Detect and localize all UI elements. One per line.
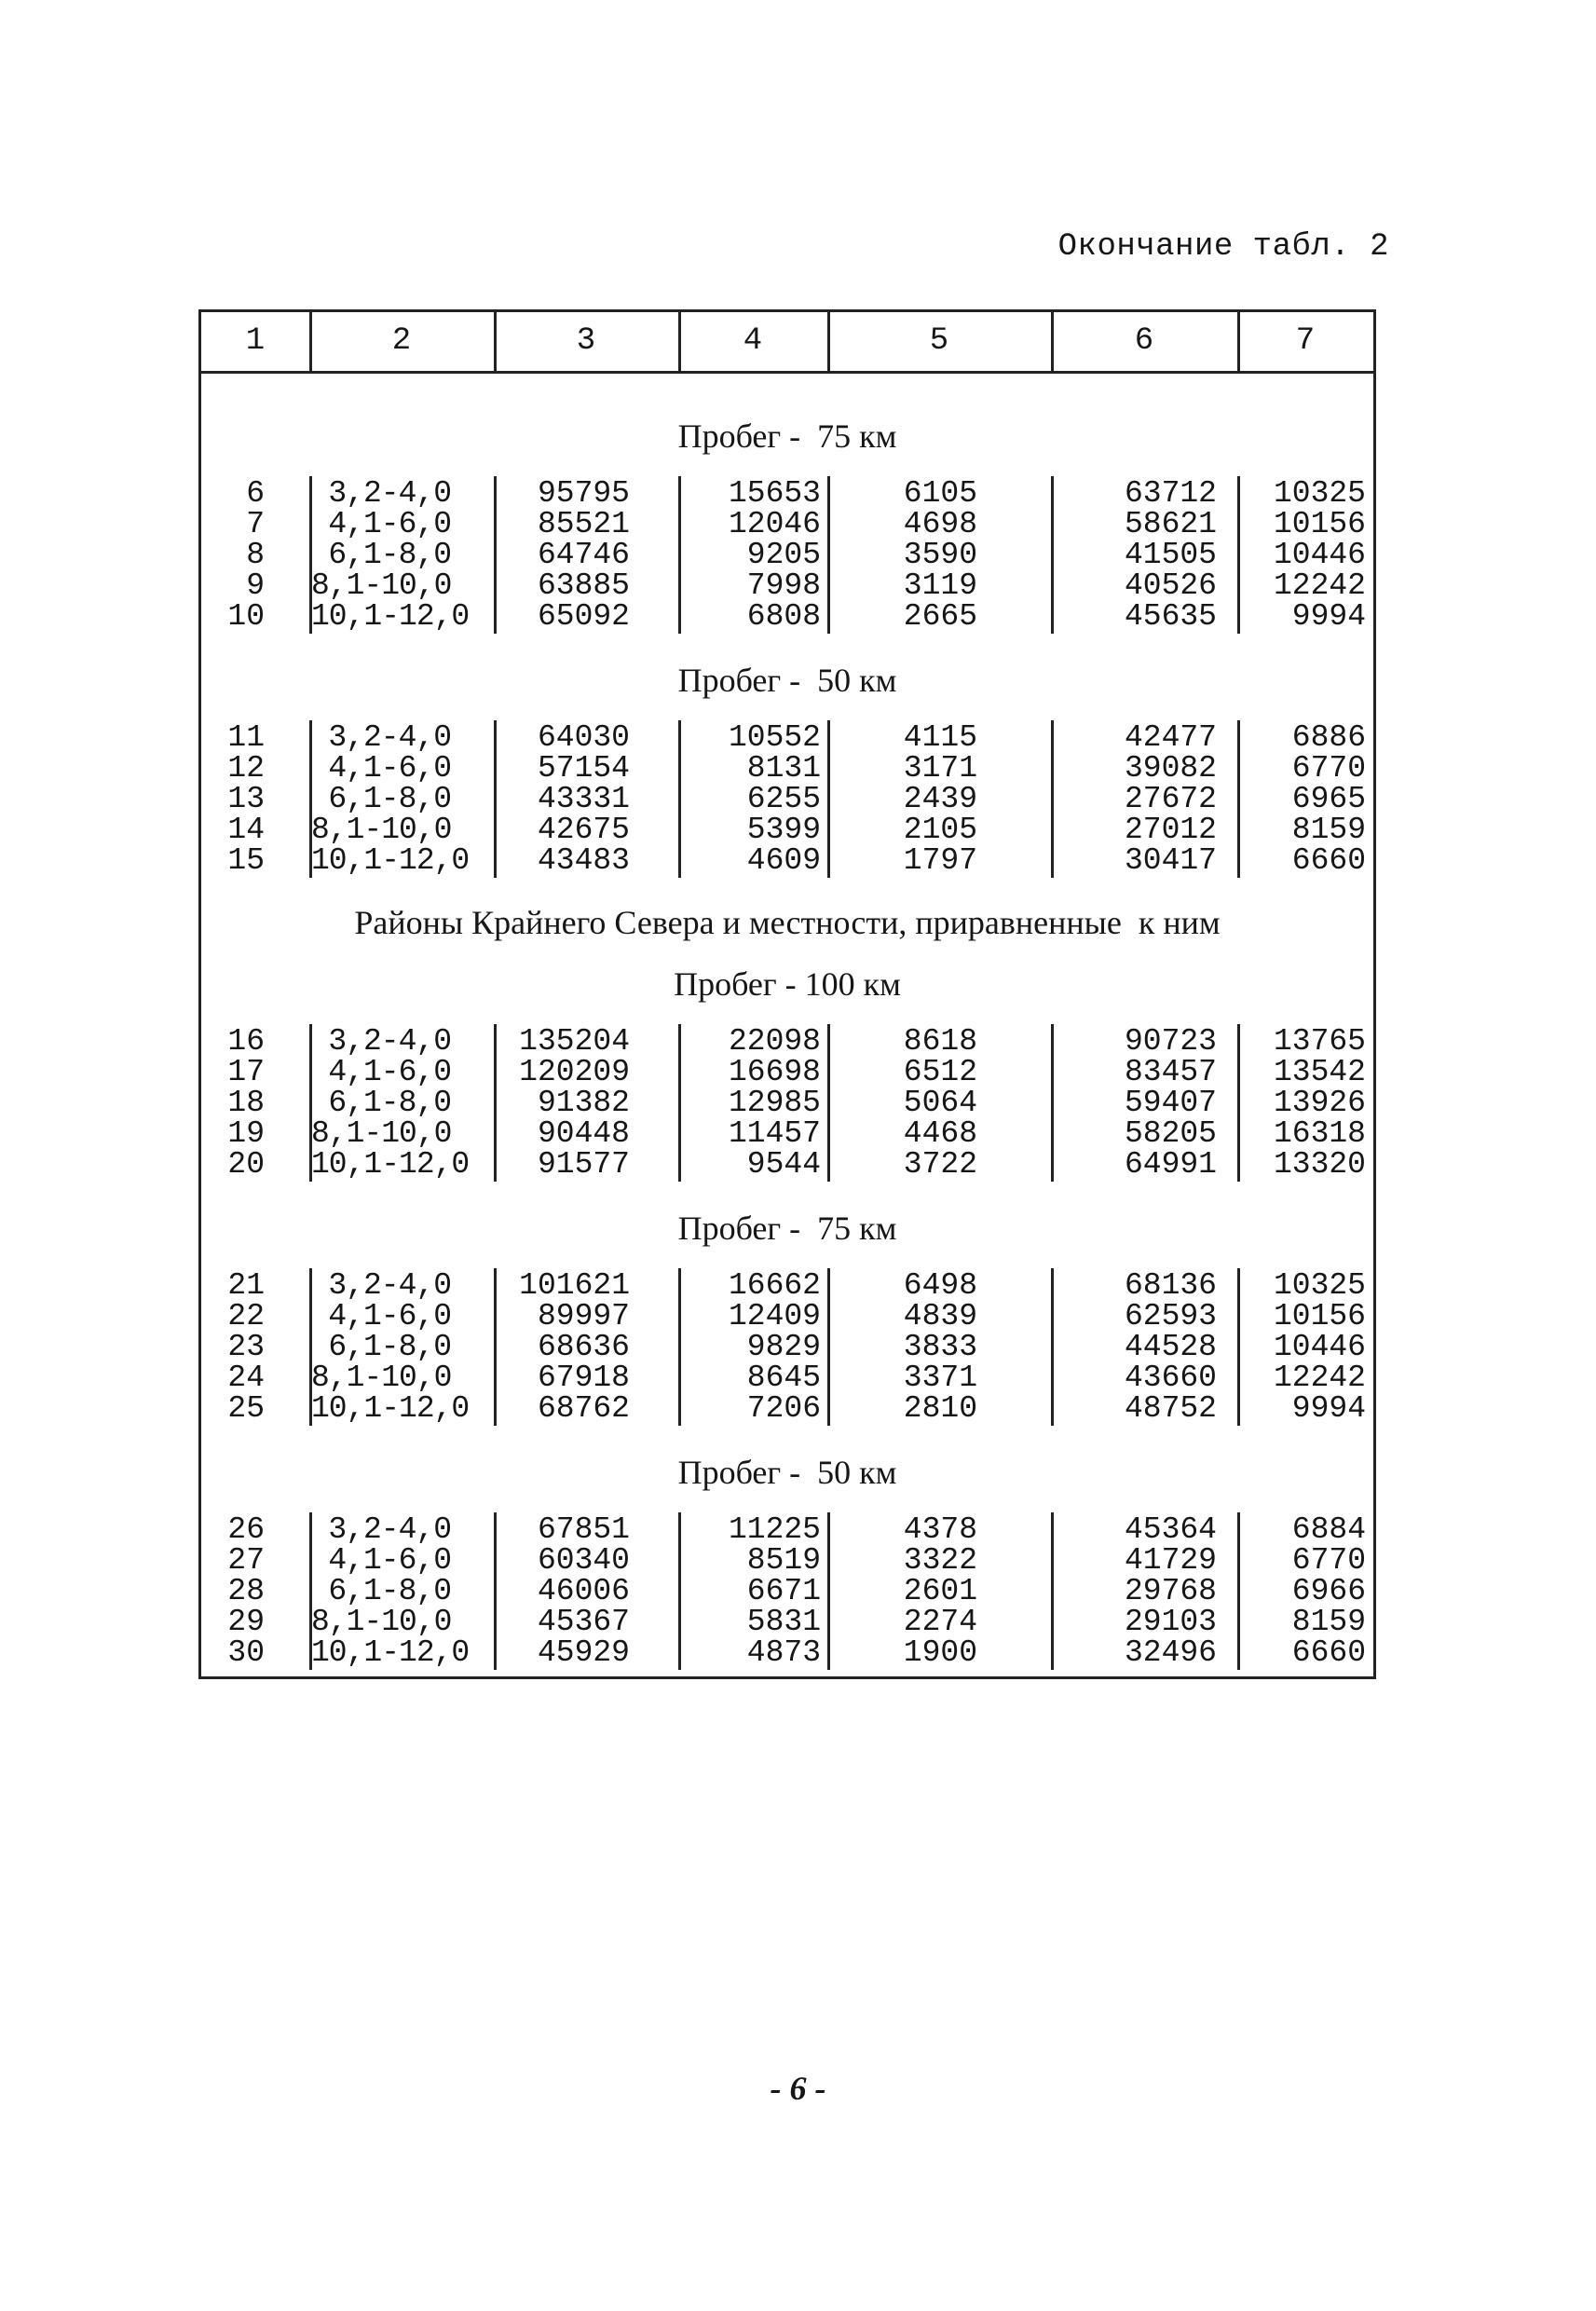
table-cell: 68762 xyxy=(537,1391,630,1426)
table-cell: 6886 xyxy=(1291,720,1366,755)
table-row xyxy=(201,845,1373,876)
table-cell: 58205 xyxy=(1124,1116,1217,1151)
table-cell: 6965 xyxy=(1291,782,1366,816)
table-cell: 15653 xyxy=(728,476,821,511)
header-col-7: 7 xyxy=(1295,323,1316,359)
table-cell: 63712 xyxy=(1124,476,1217,511)
table-cell: 4,1-6,0 xyxy=(328,1543,451,1578)
table-cell: 6255 xyxy=(746,782,821,816)
table-cell: 64746 xyxy=(537,538,630,572)
table-cell: 40526 xyxy=(1124,568,1217,603)
table-row xyxy=(201,1545,1373,1576)
table-cell: 48752 xyxy=(1124,1391,1217,1426)
table-cell: 41505 xyxy=(1124,538,1217,572)
table-row xyxy=(201,784,1373,814)
table-cell: 8,1-10,0 xyxy=(311,568,452,603)
table-cell: 46006 xyxy=(537,1574,630,1608)
table-cell: 63885 xyxy=(537,568,630,603)
table-cell: 8159 xyxy=(1291,813,1366,847)
table-cell: 28 xyxy=(227,1574,265,1608)
table-cell: 1797 xyxy=(903,843,977,878)
table-cell: 6105 xyxy=(903,476,977,511)
table-cell: 85521 xyxy=(537,507,630,541)
table-cell: 4,1-6,0 xyxy=(328,751,451,786)
table-cell: 6 xyxy=(246,476,265,511)
table-cell: 9829 xyxy=(746,1330,821,1364)
table-cell: 9544 xyxy=(746,1147,821,1182)
table-cell: 23 xyxy=(227,1330,265,1364)
table-cell: 8645 xyxy=(746,1361,821,1395)
table-cell: 4,1-6,0 xyxy=(328,507,451,541)
table-cell: 3,2-4,0 xyxy=(328,1024,451,1059)
table-cell: 6,1-8,0 xyxy=(328,1330,451,1364)
table-cell: 25 xyxy=(227,1391,265,1426)
table-cell: 42477 xyxy=(1124,720,1217,755)
table-cell: 6,1-8,0 xyxy=(328,782,451,816)
header-col-4: 4 xyxy=(743,323,763,359)
table-cell: 12242 xyxy=(1273,568,1366,603)
table-row xyxy=(201,1057,1373,1087)
table-row xyxy=(201,1332,1373,1362)
table-cell: 13765 xyxy=(1273,1024,1366,1059)
table-cell: 30 xyxy=(227,1635,265,1670)
table-cell: 9994 xyxy=(1291,599,1366,634)
region-heading: Районы Крайнего Севера и местности, приравненные к ним xyxy=(354,904,1221,941)
table-cell: 3,2-4,0 xyxy=(328,1268,451,1303)
header-col-1: 1 xyxy=(245,323,266,359)
section-title: Пробег - 50 км xyxy=(677,662,897,699)
table-cell: 10 xyxy=(227,599,265,634)
table-cell: 6808 xyxy=(746,599,821,634)
table-cell: 90723 xyxy=(1124,1024,1217,1059)
table-cell: 3171 xyxy=(903,751,977,786)
table-cell: 15 xyxy=(227,843,265,878)
table-cell: 12242 xyxy=(1273,1361,1366,1395)
table-row xyxy=(201,753,1373,784)
table-cell: 4,1-6,0 xyxy=(328,1055,451,1089)
table-cell: 3,2-4,0 xyxy=(328,1512,451,1547)
table-cell: 26 xyxy=(227,1512,265,1547)
table-cell: 16698 xyxy=(728,1055,821,1089)
table-cell: 135204 xyxy=(519,1024,630,1059)
table-row xyxy=(201,540,1373,570)
table-cell: 8519 xyxy=(746,1543,821,1578)
table-cell: 5399 xyxy=(746,813,821,847)
table-cell: 4698 xyxy=(903,507,977,541)
table-cell: 3,2-4,0 xyxy=(328,476,451,511)
table-cell: 30417 xyxy=(1124,843,1217,878)
table-cell: 45364 xyxy=(1124,1512,1217,1547)
table-row xyxy=(201,1576,1373,1607)
table-cell: 3371 xyxy=(903,1361,977,1395)
table-row xyxy=(201,1301,1373,1332)
table-cell: 2601 xyxy=(903,1574,977,1608)
table-cell: 5064 xyxy=(903,1086,977,1120)
table-cell: 89997 xyxy=(537,1299,630,1333)
table-row xyxy=(201,814,1373,845)
table-cell: 101621 xyxy=(519,1268,630,1303)
table-cell: 9994 xyxy=(1291,1391,1366,1426)
header-col-3: 3 xyxy=(576,323,596,359)
table-cell: 16318 xyxy=(1273,1116,1366,1151)
table-cell: 8,1-10,0 xyxy=(311,1605,452,1639)
table-cell: 6770 xyxy=(1291,1543,1366,1578)
table-cell: 67851 xyxy=(537,1512,630,1547)
table-cell: 42675 xyxy=(537,813,630,847)
table-row xyxy=(201,1393,1373,1424)
table-cell: 6770 xyxy=(1291,751,1366,786)
table-cell: 16 xyxy=(227,1024,265,1059)
table-cell: 67918 xyxy=(537,1361,630,1395)
table-cell: 95795 xyxy=(537,476,630,511)
table-row xyxy=(201,1270,1373,1301)
table-cell: 45367 xyxy=(537,1605,630,1639)
section-title: Пробег - 50 км xyxy=(677,1454,897,1491)
table-cell: 22098 xyxy=(728,1024,821,1059)
table-cell: 62593 xyxy=(1124,1299,1217,1333)
table-cell: 12985 xyxy=(728,1086,821,1120)
table-cell: 19 xyxy=(227,1116,265,1151)
table-cell: 64991 xyxy=(1124,1147,1217,1182)
table-cell: 2665 xyxy=(903,599,977,634)
table-cell: 32496 xyxy=(1124,1635,1217,1670)
table-cell: 10156 xyxy=(1273,1299,1366,1333)
table-cell: 57154 xyxy=(537,751,630,786)
data-table xyxy=(198,309,1376,1679)
table-cell: 68136 xyxy=(1124,1268,1217,1303)
table-cell: 3833 xyxy=(903,1330,977,1364)
table-cell: 24 xyxy=(227,1361,265,1395)
table-cell: 7206 xyxy=(746,1391,821,1426)
table-row xyxy=(201,601,1373,632)
table-row xyxy=(201,1118,1373,1149)
table-cell: 11225 xyxy=(728,1512,821,1547)
table-cell: 10,1-12,0 xyxy=(311,1391,470,1426)
table-cell: 6671 xyxy=(746,1574,821,1608)
table-cell: 10325 xyxy=(1273,1268,1366,1303)
table-cell: 10552 xyxy=(728,720,821,755)
table-cell: 10,1-12,0 xyxy=(311,843,470,878)
table-cell: 8618 xyxy=(903,1024,977,1059)
table-row xyxy=(201,478,1373,509)
table-cell: 4,1-6,0 xyxy=(328,1299,451,1333)
table-cell: 10156 xyxy=(1273,507,1366,541)
table-cell: 9205 xyxy=(746,538,821,572)
table-cell: 4873 xyxy=(746,1635,821,1670)
table-row xyxy=(201,1087,1373,1118)
table-row xyxy=(201,509,1373,540)
table-cell: 59407 xyxy=(1124,1086,1217,1120)
section-title: Пробег - 100 км xyxy=(674,965,901,1003)
table-cell: 58621 xyxy=(1124,507,1217,541)
table-cell: 120209 xyxy=(519,1055,630,1089)
table-cell: 29103 xyxy=(1124,1605,1217,1639)
table-cell: 83457 xyxy=(1124,1055,1217,1089)
table-cell: 20 xyxy=(227,1147,265,1182)
table-cell: 6660 xyxy=(1291,843,1366,878)
table-cell: 10325 xyxy=(1273,476,1366,511)
table-cell: 29768 xyxy=(1124,1574,1217,1608)
table-cell: 41729 xyxy=(1124,1543,1217,1578)
table-cell: 10,1-12,0 xyxy=(311,599,470,634)
table-row xyxy=(201,1514,1373,1545)
table-cell: 43660 xyxy=(1124,1361,1217,1395)
table-cell: 7 xyxy=(246,507,265,541)
table-cell: 22 xyxy=(227,1299,265,1333)
table-cell: 43483 xyxy=(537,843,630,878)
table-cell: 2439 xyxy=(903,782,977,816)
table-row xyxy=(201,722,1373,753)
table-row xyxy=(201,570,1373,601)
table-cell: 27 xyxy=(227,1543,265,1578)
table-cell: 45929 xyxy=(537,1635,630,1670)
table-cell: 3590 xyxy=(903,538,977,572)
table-cell: 11457 xyxy=(728,1116,821,1151)
table-cell: 2105 xyxy=(903,813,977,847)
table-row xyxy=(201,1607,1373,1637)
table-cell: 10,1-12,0 xyxy=(311,1635,470,1670)
table-cell: 29 xyxy=(227,1605,265,1639)
table-row xyxy=(201,1149,1373,1180)
table-cell: 6,1-8,0 xyxy=(328,1574,451,1608)
table-cell: 9 xyxy=(246,568,265,603)
table-cell: 8131 xyxy=(746,751,821,786)
table-cell: 13320 xyxy=(1273,1147,1366,1182)
table-cell: 14 xyxy=(227,813,265,847)
table-cell: 3119 xyxy=(903,568,977,603)
table-cell: 8,1-10,0 xyxy=(311,813,452,847)
table-cell: 10446 xyxy=(1273,1330,1366,1364)
table-cell: 17 xyxy=(227,1055,265,1089)
table-cell: 27012 xyxy=(1124,813,1217,847)
table-cell: 5831 xyxy=(746,1605,821,1639)
table-cell: 27672 xyxy=(1124,782,1217,816)
table-cell: 6966 xyxy=(1291,1574,1366,1608)
table-cell: 4839 xyxy=(903,1299,977,1333)
table-cell: 90448 xyxy=(537,1116,630,1151)
table-cell: 39082 xyxy=(1124,751,1217,786)
header-col-5: 5 xyxy=(929,323,949,359)
table-header-row xyxy=(201,312,1373,374)
table-cell: 2810 xyxy=(903,1391,977,1426)
table-cell: 4115 xyxy=(903,720,977,755)
table-cell: 91577 xyxy=(537,1147,630,1182)
table-cell: 44528 xyxy=(1124,1330,1217,1364)
table-cell: 18 xyxy=(227,1086,265,1120)
table-cell: 2274 xyxy=(903,1605,977,1639)
table-cell: 12046 xyxy=(728,507,821,541)
table-cell: 68636 xyxy=(537,1330,630,1364)
table-cell: 7998 xyxy=(746,568,821,603)
table-cell: 8 xyxy=(246,538,265,572)
table-cell: 8159 xyxy=(1291,1605,1366,1639)
table-cell: 6,1-8,0 xyxy=(328,538,451,572)
table-row xyxy=(201,1026,1373,1057)
table-cell: 3722 xyxy=(903,1147,977,1182)
table-cell: 64030 xyxy=(537,720,630,755)
table-cell: 13926 xyxy=(1273,1086,1366,1120)
table-cell: 21 xyxy=(227,1268,265,1303)
table-row xyxy=(201,1637,1373,1668)
table-cell: 91382 xyxy=(537,1086,630,1120)
table-cell: 11 xyxy=(227,720,265,755)
table-cell: 10446 xyxy=(1273,538,1366,572)
table-cell: 12 xyxy=(227,751,265,786)
table-cell: 3,2-4,0 xyxy=(328,720,451,755)
table-cell: 1900 xyxy=(903,1635,977,1670)
table-caption: Окончание табл. 2 xyxy=(1057,229,1389,265)
table-cell: 60340 xyxy=(537,1543,630,1578)
table-cell: 6660 xyxy=(1291,1635,1366,1670)
table-cell: 12409 xyxy=(728,1299,821,1333)
section-title: Пробег - 75 км xyxy=(677,1210,897,1247)
page-number: - 6 - xyxy=(770,2070,826,2107)
table-cell: 6884 xyxy=(1291,1512,1366,1547)
table-cell: 43331 xyxy=(537,782,630,816)
table-cell: 3322 xyxy=(903,1543,977,1578)
table-cell: 4609 xyxy=(746,843,821,878)
table-cell: 4468 xyxy=(903,1116,977,1151)
header-col-2: 2 xyxy=(391,323,412,359)
header-col-6: 6 xyxy=(1134,323,1154,359)
table-row xyxy=(201,1362,1373,1393)
table-cell: 6,1-8,0 xyxy=(328,1086,451,1120)
table-cell: 45635 xyxy=(1124,599,1217,634)
table-cell: 4378 xyxy=(903,1512,977,1547)
table-cell: 13542 xyxy=(1273,1055,1366,1089)
table-cell: 8,1-10,0 xyxy=(311,1361,452,1395)
table-cell: 6498 xyxy=(903,1268,977,1303)
table-cell: 8,1-10,0 xyxy=(311,1116,452,1151)
table-cell: 10,1-12,0 xyxy=(311,1147,470,1182)
section-title: Пробег - 75 км xyxy=(677,417,897,455)
table-cell: 6512 xyxy=(903,1055,977,1089)
table-cell: 65092 xyxy=(537,599,630,634)
table-cell: 16662 xyxy=(728,1268,821,1303)
table-cell: 13 xyxy=(227,782,265,816)
